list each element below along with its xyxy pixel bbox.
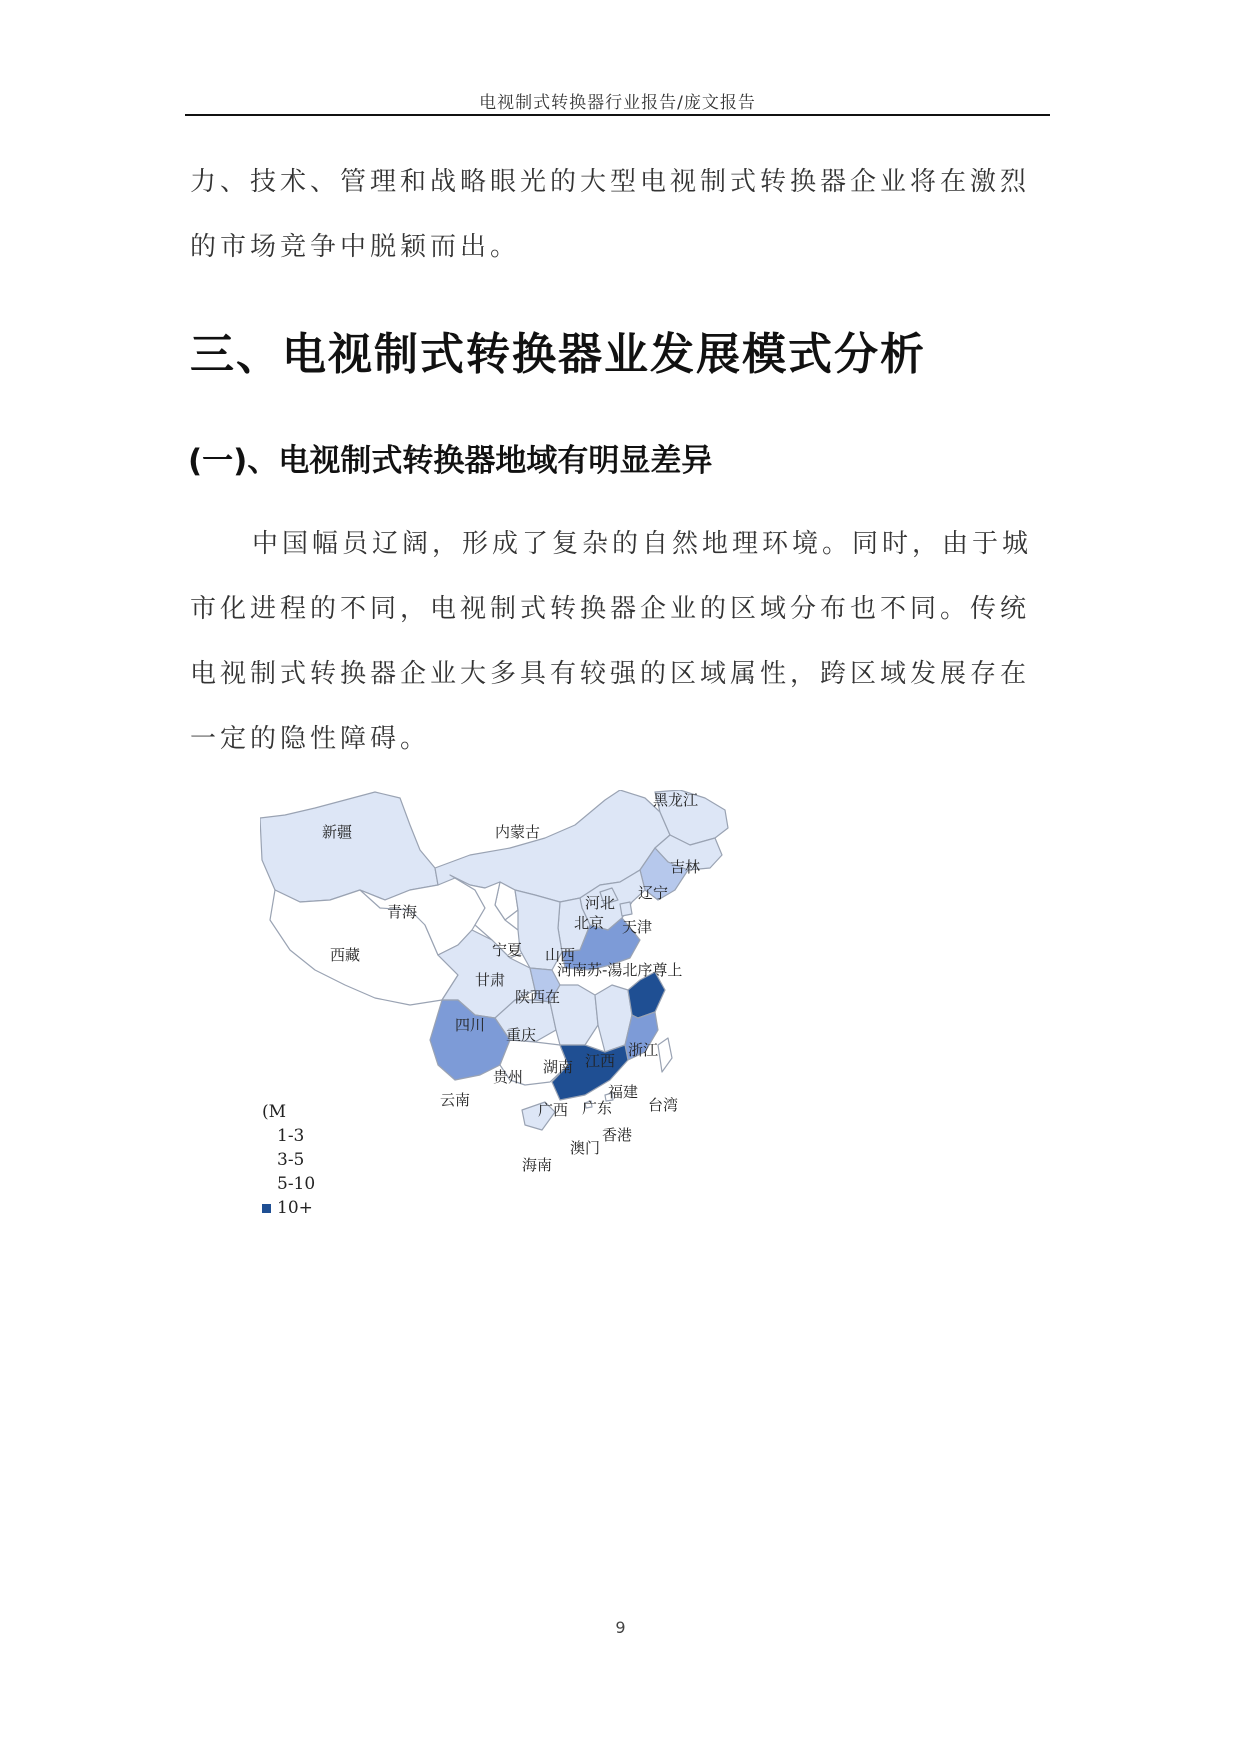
legend-swatch [262, 1132, 271, 1141]
province-label-yunnan: 云南 [440, 1091, 471, 1109]
page-number: 9 [615, 1618, 626, 1637]
section-heading: 三、电视制式转换器业发展模式分析 [190, 329, 926, 380]
province-label-hebei: 河北 [585, 894, 616, 912]
subsection-heading: (一)、电视制式转换器地域有明显差异 [188, 443, 713, 479]
province-label-neimenggu: 内蒙古 [495, 823, 541, 841]
legend-item [262, 1148, 315, 1172]
province-label-xinjiang: 新疆 [322, 823, 353, 841]
legend-label: 5-10 [277, 1174, 316, 1194]
map-canvas [260, 790, 820, 1255]
legend-label: 1-3 [277, 1126, 305, 1146]
legend-label: 3-5 [277, 1150, 305, 1170]
province-label-sichuan: 四川 [455, 1016, 486, 1034]
province-xinjiang [260, 792, 438, 902]
province-label-chongqing: 重庆 [506, 1026, 537, 1044]
province-label-tianjin: 天津 [622, 918, 653, 936]
map-legend [262, 1100, 315, 1220]
province-label-zhejiang: 浙江 [628, 1041, 659, 1059]
province-label-fujian: 福建 [608, 1083, 639, 1101]
province-label-liaoning: 辽宁 [638, 884, 669, 902]
province-label-guangxi: 广西 [538, 1101, 569, 1119]
china-province-map [260, 790, 820, 1255]
province-label-beijing: 北京 [574, 914, 605, 932]
province-label-xizang: 西藏 [330, 946, 361, 964]
province-label-guizhou: 贵州 [493, 1068, 524, 1086]
header-rule [185, 114, 1050, 116]
province-label-shaanxi: 陕西在 [515, 988, 561, 1006]
legend-title: (M [262, 1102, 287, 1122]
province-label-hainan: 海南 [522, 1156, 553, 1174]
legend-swatch [262, 1156, 271, 1165]
province-label-jilin: 吉林 [670, 858, 701, 876]
legend-item [262, 1196, 315, 1220]
province-tianjin [620, 902, 632, 916]
province-label-ningxia: 宁夏 [492, 941, 523, 959]
province-label-heilongjiang: 黑龙江 [653, 791, 699, 809]
province-label-hunan: 湖南 [543, 1058, 574, 1076]
province-label-gansu: 甘肃 [475, 971, 506, 989]
running-header: 电视制式转换器行业报告/庞文报告 [479, 93, 756, 113]
province-taiwan [658, 1038, 672, 1072]
province-label-henan: 河南苏-湯北序尊上 [557, 961, 683, 979]
legend-swatch [262, 1180, 271, 1189]
province-label-aomen: 澳门 [570, 1139, 601, 1157]
legend-swatch [262, 1204, 271, 1213]
paragraph-regional-differences: 中国幅员辽阔，形成了复杂的自然地理环境。同时，由于城市化进程的不同，电视制式转换器企业的区域分布也不同。传统电视制式转换器企业大多具有较强的区域属性，跨区域发展存在一定的隐性障碍。 [190, 529, 1033, 754]
legend-item [262, 1172, 315, 1196]
province-label-jiangxi: 江西 [585, 1052, 616, 1070]
province-label-taiwan: 台湾 [648, 1096, 679, 1114]
province-label-xianggang: 香港 [602, 1126, 633, 1144]
province-label-shanxi: 山西 [545, 946, 576, 964]
province-label-guangdong: 广东 [582, 1099, 613, 1117]
legend-item [262, 1124, 315, 1148]
province-label-qinghai: 青海 [387, 903, 418, 921]
legend-label: 10+ [277, 1198, 313, 1218]
paragraph-continuation: 力、技术、管理和战略眼光的大型电视制式转换器企业将在激烈的市场竞争中脱颖而出。 [190, 167, 1031, 262]
